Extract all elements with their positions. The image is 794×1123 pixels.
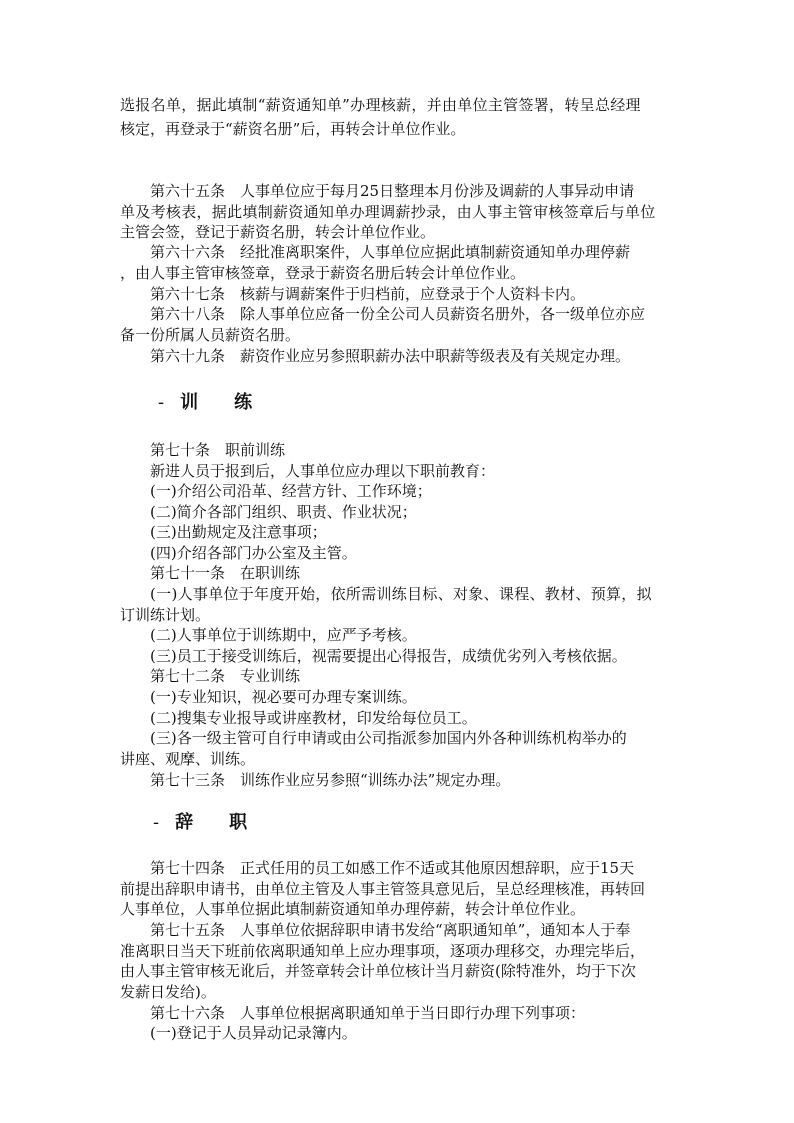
text-line: ，由人事主管审核签章，登录于薪资名册后转会计单位作业。 [120, 264, 526, 282]
text-line: 核定，再登录于“薪资名册”后，再转会计单位作业。 [120, 120, 466, 138]
article-73-line: 第七十三条 训练作业应另参照“训练办法”规定办理。 [150, 771, 511, 789]
text-line: 由人事主管审核无讹后，并签章转会计单位核计当月薪资(除特准外，均于下次 [120, 962, 636, 980]
text-line: 讲座、观摩、训练。 [120, 750, 256, 768]
article-65-line: 第六十五条 人事单位应于每月25日整理本月份涉及调薪的人事异动申请 [150, 182, 635, 200]
text-line: 主管会签，登记于薪资名册，转会计单位作业。 [120, 223, 436, 241]
article-70-title: 第七十条 职前训练 [150, 441, 286, 459]
text-line: 准离职日当天下班前依离职通知单上应办理事项，逐项办理移交，办理完毕后， [120, 942, 646, 960]
text-line: 单及考核表，据此填制薪资通知单办理调薪抄录，由人事主管审核签章后与单位 [120, 203, 656, 221]
section-heading-training [0, 392, 794, 414]
text-line: 新进人员于报到后，人事单位应办理以下职前教育： [150, 462, 496, 480]
list-item: (四)介绍各部门办公室及主管。 [150, 544, 357, 562]
list-item: (三)出勤规定及注意事项； [150, 523, 327, 541]
heading-title: 辞 职 [175, 812, 248, 833]
list-item: (三)员工于接受训练后，视需要提出心得报告，成绩优劣列入考核依据。 [150, 647, 627, 665]
article-68-line: 第六十八条 除人事单位应备一份全公司人员薪资名册外，各一级单位亦应 [150, 305, 646, 323]
list-item: (一)登记于人员异动记录簿内。 [150, 1024, 357, 1042]
text-line: 人事单位，人事单位据此填制薪资通知单办理停薪，转会计单位作业。 [120, 900, 586, 918]
list-item: (二)人事单位于训练期中，应严予考核。 [150, 626, 417, 644]
text-line: 备一份所属人员薪资名册。 [120, 326, 301, 344]
text-line: 发薪日发给)。 [120, 983, 216, 1001]
article-67-line: 第六十七条 核薪与调薪案件于归档前，应登录于个人资料卡内。 [150, 285, 586, 303]
article-75-line: 第七十五条 人事单位依据辞职申请书发给“离职通知单”，通知本人于奉 [150, 921, 631, 939]
text-line: 订训练计划。 [120, 606, 211, 624]
heading-dash: - [153, 812, 160, 833]
list-item: (二)搜集专业报导或讲座教材，印发给每位员工。 [150, 709, 477, 727]
article-74-line: 第七十四条 正式任用的员工如感工作不适或其他原因想辞职，应于15天 [150, 859, 635, 877]
article-66-line: 第六十六条 经批准离职案件，人事单位应据此填制薪资通知单办理停薪 [150, 243, 631, 261]
article-69-line: 第六十九条 薪资作业应另参照职薪办法中职薪等级表及有关规定办理。 [150, 347, 631, 365]
article-71-title: 第七十一条 在职训练 [150, 564, 301, 582]
article-72-title: 第七十二条 专业训练 [150, 667, 301, 685]
heading-title: 训 练 [180, 392, 253, 413]
list-item: (一)专业知识，视必要可办理专案训练。 [150, 688, 417, 706]
article-76-line: 第七十六条 人事单位根据离职通知单于当日即行办理下列事项： [150, 1004, 586, 1022]
list-item: (一)人事单位于年度开始，依所需训练目标、对象、课程、教材、预算，拟 [150, 585, 652, 603]
list-item: (二)简介各部门组织、职责、作业状况； [150, 503, 417, 521]
list-item: (三)各一级主管可自行申请或由公司指派参加国内外各种训练机构举办的 [150, 729, 627, 747]
heading-dash: - [158, 392, 165, 413]
text-line: 选报名单，据此填制“薪资通知单”办理核薪，并由单位主管签署，转呈总经理 [120, 96, 641, 114]
text-line: 前提出辞职申请书，由单位主管及人事主管签具意见后，呈总经理核准，再转回 [120, 880, 646, 898]
list-item: (一)介绍公司沿革、经营方针、工作环境； [150, 482, 432, 500]
section-heading-resignation [0, 812, 794, 834]
